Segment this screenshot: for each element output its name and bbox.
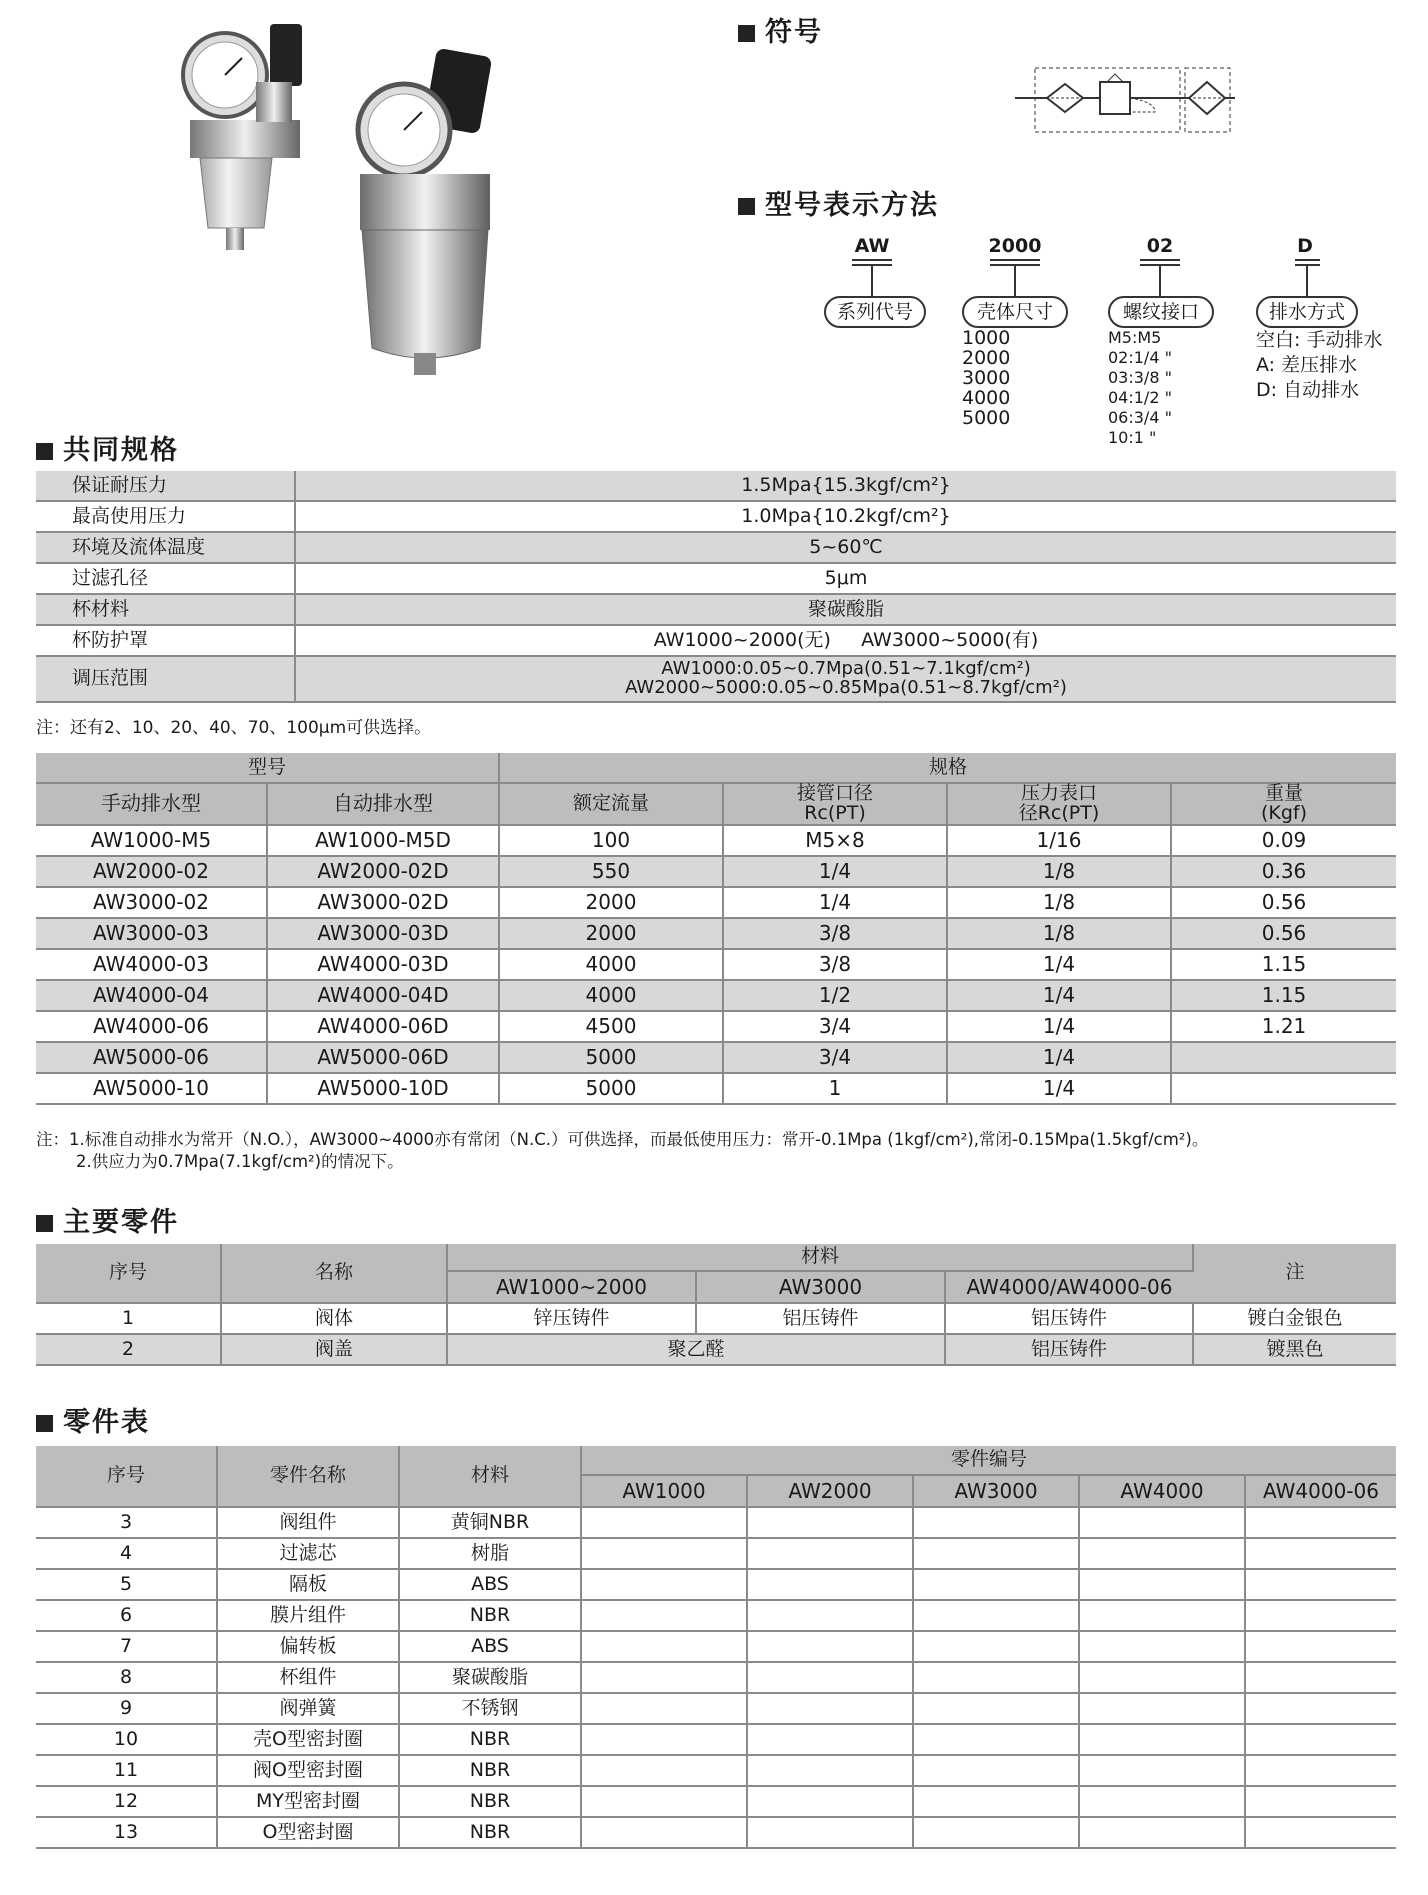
cell: 聚碳酸脂 (399, 1662, 581, 1693)
cell (1245, 1662, 1396, 1693)
cell: 阀组件 (217, 1507, 399, 1538)
header-auto: 自动排水型 (267, 783, 499, 825)
cell: AW3000-02D (267, 887, 499, 918)
cell: 1 (36, 1303, 221, 1334)
table-header-row (36, 783, 1396, 825)
cell: 1/4 (947, 1011, 1171, 1042)
table-row (36, 1303, 1396, 1334)
table-row (36, 1786, 1396, 1817)
cell (1245, 1755, 1396, 1786)
table-row (36, 1724, 1396, 1755)
cell (581, 1507, 747, 1538)
header-material-3: AW4000/AW4000-06 (945, 1271, 1193, 1303)
table-row (36, 1538, 1396, 1569)
cell: 1/8 (947, 887, 1171, 918)
cell: AW2000-02 (36, 856, 267, 887)
section-title-parts-list (36, 1400, 150, 1439)
cell (1079, 1569, 1245, 1600)
table-row (36, 594, 1396, 625)
cell (1245, 1786, 1396, 1817)
cell (581, 1817, 747, 1848)
table-row (36, 1073, 1396, 1104)
code-series: AW (854, 235, 890, 257)
model-note-1: 注：1.标准自动排水为常开（N.O.），AW3000~4000亦有常闭（N.C.）可供选择，而最低使用压力：常开-0.1Mpa (1kgf/cm²),常闭-0.15Mpa(1.5kgf/cm²)。 (36, 1130, 1209, 1149)
size-option: 4000 (962, 387, 1011, 409)
spec-note: 注：还有2、10、20、40、70、100μm可供选择。 (36, 718, 432, 738)
cell: AW3000-02 (36, 887, 267, 918)
spec-label: 调压范围 (36, 656, 295, 702)
cell (747, 1817, 913, 1848)
cell (913, 1507, 1079, 1538)
cell (913, 1724, 1079, 1755)
cell: 阀体 (221, 1303, 447, 1334)
cell: 杯组件 (217, 1662, 399, 1693)
table-row (36, 1600, 1396, 1631)
table-row (36, 1817, 1396, 1848)
code-size: 2000 (988, 235, 1042, 257)
spec-label: 环境及流体温度 (36, 532, 295, 563)
cell: 镀白金银色 (1193, 1303, 1396, 1334)
drain-option: D: 自动排水 (1256, 379, 1360, 401)
header-material: 材料 (447, 1244, 1193, 1271)
cell (913, 1569, 1079, 1600)
cell (747, 1631, 913, 1662)
cell (1245, 1693, 1396, 1724)
cell (913, 1600, 1079, 1631)
spec-label: 杯材料 (36, 594, 295, 625)
cell: MY型密封圈 (217, 1786, 399, 1817)
bullet-square-icon (36, 443, 53, 460)
cell: 壳O型密封圈 (217, 1724, 399, 1755)
cell (1079, 1631, 1245, 1662)
thread-option: M5:M5 (1108, 328, 1162, 347)
cell: 1/4 (723, 887, 947, 918)
table-row (36, 1042, 1396, 1073)
cell: M5×8 (723, 825, 947, 856)
header-spec: 规格 (499, 753, 1396, 783)
code-connector-lines (840, 258, 1340, 300)
header-name: 零件名称 (217, 1446, 399, 1507)
cell: NBR (399, 1786, 581, 1817)
cell: 3/4 (723, 1011, 947, 1042)
cell: 1/4 (947, 949, 1171, 980)
range-line: AW1000:0.05~0.7Mpa(0.51~7.1kgf/cm²) (661, 658, 1031, 680)
spec-value: 5μm (295, 563, 1396, 594)
cell: AW5000-06 (36, 1042, 267, 1073)
table-header-row (36, 1446, 1396, 1475)
spec-value: 5~60℃ (295, 532, 1396, 563)
spec-label: 过滤孔径 (36, 563, 295, 594)
table-row (36, 1011, 1396, 1042)
table-row (36, 656, 1396, 702)
table-row (36, 1334, 1396, 1365)
cell: 2 (36, 1334, 221, 1365)
cell (747, 1724, 913, 1755)
header-line: 径Rc(PT) (1018, 801, 1100, 824)
spec-label: 最高使用压力 (36, 501, 295, 532)
cell (581, 1569, 747, 1600)
header-line: 重量 (1264, 782, 1303, 804)
product-image-small (160, 20, 330, 280)
table-row (36, 471, 1396, 501)
cell (581, 1693, 747, 1724)
cell: 1/4 (947, 980, 1171, 1011)
cell: O型密封圈 (217, 1817, 399, 1848)
table-header-row (36, 753, 1396, 783)
table-row (36, 1507, 1396, 1538)
cell: 1 (723, 1073, 947, 1104)
size-option: 5000 (962, 407, 1011, 429)
cell: AW4000-06D (267, 1011, 499, 1042)
cell (1245, 1724, 1396, 1755)
cell (913, 1538, 1079, 1569)
thread-option: 04:1/2 " (1108, 388, 1172, 407)
section-title-model-notation (738, 183, 939, 222)
cell: AW4000-04D (267, 980, 499, 1011)
section-title-main-parts (36, 1200, 179, 1239)
cell (1245, 1631, 1396, 1662)
cell: AW3000-03D (267, 918, 499, 949)
drain-option: 空白: 手动排水 (1256, 329, 1383, 351)
header-material-2: AW3000 (696, 1271, 945, 1303)
cell (913, 1631, 1079, 1662)
cell: NBR (399, 1817, 581, 1848)
spec-value: 1.0Mpa{10.2kgf/cm²} (295, 501, 1396, 532)
size-option: 2000 (962, 347, 1011, 369)
spec-label: 保证耐压力 (36, 471, 295, 501)
cell (1079, 1724, 1245, 1755)
cell: 锌压铸件 (447, 1303, 696, 1334)
cell (1245, 1600, 1396, 1631)
cell (1171, 1073, 1396, 1104)
cell: 8 (36, 1662, 217, 1693)
cell: 聚乙醛 (447, 1334, 945, 1365)
cell: 铝压铸件 (945, 1334, 1193, 1365)
header-line: 压力表口 (1020, 782, 1097, 804)
cell: 0.36 (1171, 856, 1396, 887)
cell (1079, 1662, 1245, 1693)
cell (747, 1507, 913, 1538)
cell: 铝压铸件 (945, 1303, 1193, 1334)
cell: 10 (36, 1724, 217, 1755)
cell: 6 (36, 1600, 217, 1631)
bullet-square-icon (738, 198, 755, 215)
cell: AW4000-03 (36, 949, 267, 980)
cell (1245, 1817, 1396, 1848)
cell (1245, 1569, 1396, 1600)
header-manual: 手动排水型 (36, 783, 267, 825)
cell (747, 1786, 913, 1817)
header-part-no: 零件编号 (581, 1446, 1396, 1475)
size-option: 1000 (962, 327, 1011, 349)
cell: 1/4 (723, 856, 947, 887)
thread-option: 02:1/4 " (1108, 348, 1172, 367)
code-drain: D (1297, 235, 1313, 257)
cell: 550 (499, 856, 723, 887)
header-model: AW4000 (1079, 1475, 1245, 1507)
header-name: 名称 (221, 1244, 447, 1303)
cell: 黄铜NBR (399, 1507, 581, 1538)
cell (913, 1817, 1079, 1848)
header-weight (1171, 783, 1396, 825)
cell: 11 (36, 1755, 217, 1786)
table-header-row (36, 1244, 1396, 1271)
cell (747, 1755, 913, 1786)
cell (581, 1786, 747, 1817)
code-thread: 02 (1146, 235, 1174, 257)
cell: AW5000-06D (267, 1042, 499, 1073)
cell: 1.15 (1171, 980, 1396, 1011)
cell: 隔板 (217, 1569, 399, 1600)
cell (1171, 1042, 1396, 1073)
cell: 1.15 (1171, 949, 1396, 980)
table-row (36, 1693, 1396, 1724)
cell: 5000 (499, 1042, 723, 1073)
table-row (36, 887, 1396, 918)
header-no: 序号 (36, 1446, 217, 1507)
label-size: 壳体尺寸 (962, 296, 1068, 328)
cell: 12 (36, 1786, 217, 1817)
parts-list-table (36, 1446, 1396, 1849)
size-options (962, 328, 1010, 428)
spec-value: AW1000~2000(无) AW3000~5000(有) (295, 625, 1396, 656)
table-row (36, 918, 1396, 949)
header-flow: 额定流量 (499, 783, 723, 825)
cell: 1/4 (947, 1042, 1171, 1073)
cell: 0.56 (1171, 918, 1396, 949)
thread-option: 10:1 " (1108, 428, 1157, 447)
section-title-text: 主要零件 (63, 1207, 179, 1238)
cell (1079, 1786, 1245, 1817)
main-parts-table (36, 1244, 1396, 1366)
table-row (36, 532, 1396, 563)
product-image-large (330, 48, 530, 378)
table-row (36, 949, 1396, 980)
cell: ABS (399, 1569, 581, 1600)
header-model: 型号 (36, 753, 499, 783)
cell: 铝压铸件 (696, 1303, 945, 1334)
cell: 1/4 (947, 1073, 1171, 1104)
table-row (36, 980, 1396, 1011)
cell (913, 1662, 1079, 1693)
cell (1245, 1538, 1396, 1569)
cell: ABS (399, 1631, 581, 1662)
cell: 2000 (499, 887, 723, 918)
cell (747, 1600, 913, 1631)
thread-option: 06:3/4 " (1108, 408, 1172, 427)
section-title-common-specs (36, 428, 179, 467)
cell (747, 1662, 913, 1693)
cell (747, 1569, 913, 1600)
cell: 5 (36, 1569, 217, 1600)
spec-value (295, 656, 1396, 702)
cell: 1/8 (947, 918, 1171, 949)
bullet-square-icon (36, 1215, 53, 1232)
cell: 偏转板 (217, 1631, 399, 1662)
cell (1079, 1600, 1245, 1631)
label-series-code: 系列代号 (824, 296, 926, 328)
cell (581, 1631, 747, 1662)
cell (581, 1755, 747, 1786)
cell: 1/8 (947, 856, 1171, 887)
cell: 0.09 (1171, 825, 1396, 856)
header-model: AW2000 (747, 1475, 913, 1507)
cell: AW4000-04 (36, 980, 267, 1011)
table-row (36, 1662, 1396, 1693)
cell (581, 1600, 747, 1631)
header-gauge (947, 783, 1171, 825)
cell: NBR (399, 1755, 581, 1786)
drain-option: A: 差压排水 (1256, 354, 1358, 376)
cell (1079, 1507, 1245, 1538)
header-model: AW1000 (581, 1475, 747, 1507)
model-note-2: 2.供应力为0.7Mpa(7.1kgf/cm²)的情况下。 (76, 1152, 404, 1171)
cell: AW2000-02D (267, 856, 499, 887)
cell: AW1000-M5 (36, 825, 267, 856)
header-line: (Kgf) (1260, 801, 1308, 824)
table-row (36, 1569, 1396, 1600)
cell: 1/16 (947, 825, 1171, 856)
cell: 4500 (499, 1011, 723, 1042)
cell: NBR (399, 1600, 581, 1631)
cell: 过滤芯 (217, 1538, 399, 1569)
header-material-1: AW1000~2000 (447, 1271, 696, 1303)
pneumatic-symbol-diagram (1015, 60, 1235, 140)
section-title-text: 共同规格 (63, 435, 179, 466)
cell (913, 1693, 1079, 1724)
cell: 7 (36, 1631, 217, 1662)
cell (1079, 1693, 1245, 1724)
table-row (36, 1631, 1396, 1662)
cell: 树脂 (399, 1538, 581, 1569)
cell: 9 (36, 1693, 217, 1724)
table-row (36, 625, 1396, 656)
table-row (36, 1755, 1396, 1786)
spec-label: 杯防护罩 (36, 625, 295, 656)
table-row (36, 825, 1396, 856)
cell: AW5000-10D (267, 1073, 499, 1104)
bullet-square-icon (36, 1415, 53, 1432)
header-line: 接管口径 (796, 782, 873, 804)
cell: AW4000-03D (267, 949, 499, 980)
cell: 5000 (499, 1073, 723, 1104)
cell (581, 1724, 747, 1755)
cell: AW1000-M5D (267, 825, 499, 856)
spec-value: 聚碳酸脂 (295, 594, 1396, 625)
cell: NBR (399, 1724, 581, 1755)
cell: 阀弹簧 (217, 1693, 399, 1724)
table-row (36, 856, 1396, 887)
model-spec-table (36, 753, 1396, 1105)
cell (913, 1786, 1079, 1817)
spec-value: 1.5Mpa{15.3kgf/cm²} (295, 471, 1396, 501)
cell: 100 (499, 825, 723, 856)
cell: AW4000-06 (36, 1011, 267, 1042)
table-row (36, 563, 1396, 594)
section-title-text: 零件表 (63, 1407, 150, 1438)
bullet-square-icon (738, 25, 755, 42)
cell: 1.21 (1171, 1011, 1396, 1042)
cell (1079, 1817, 1245, 1848)
cell: 3 (36, 1507, 217, 1538)
cell (1079, 1538, 1245, 1569)
section-title-symbol (738, 10, 823, 49)
cell: 1/2 (723, 980, 947, 1011)
table-row (36, 501, 1396, 532)
common-specs-table (36, 471, 1396, 703)
cell (913, 1755, 1079, 1786)
cell (747, 1693, 913, 1724)
header-port (723, 783, 947, 825)
header-no: 序号 (36, 1244, 221, 1303)
cell: 阀O型密封圈 (217, 1755, 399, 1786)
label-drain: 排水方式 (1256, 296, 1358, 328)
header-model: AW3000 (913, 1475, 1079, 1507)
header-note: 注 (1193, 1244, 1396, 1303)
cell: 13 (36, 1817, 217, 1848)
cell: AW5000-10 (36, 1073, 267, 1104)
cell: 4000 (499, 949, 723, 980)
cell: 阀盖 (221, 1334, 447, 1365)
cell: 2000 (499, 918, 723, 949)
thread-options (1108, 328, 1172, 448)
cell: 不锈钢 (399, 1693, 581, 1724)
section-title-text: 符号 (765, 17, 823, 48)
cell: 镀黑色 (1193, 1334, 1396, 1365)
cell: 3/8 (723, 918, 947, 949)
label-thread: 螺纹接口 (1108, 296, 1214, 328)
cell: 0.56 (1171, 887, 1396, 918)
cell (1079, 1755, 1245, 1786)
cell: 3/8 (723, 949, 947, 980)
cell: AW3000-03 (36, 918, 267, 949)
cell: 4 (36, 1538, 217, 1569)
cell: 膜片组件 (217, 1600, 399, 1631)
cell (581, 1538, 747, 1569)
header-material: 材料 (399, 1446, 581, 1507)
cell: 3/4 (723, 1042, 947, 1073)
drain-options (1256, 328, 1382, 403)
cell (1245, 1507, 1396, 1538)
thread-option: 03:3/8 " (1108, 368, 1172, 387)
cell (747, 1538, 913, 1569)
header-model: AW4000-06 (1245, 1475, 1396, 1507)
cell (581, 1662, 747, 1693)
range-line: AW2000~5000:0.05~0.85Mpa(0.51~8.7kgf/cm²) (625, 677, 1067, 698)
section-title-text: 型号表示方法 (765, 190, 939, 221)
header-line: Rc(PT) (804, 801, 866, 824)
size-option: 3000 (962, 367, 1011, 389)
cell: 4000 (499, 980, 723, 1011)
